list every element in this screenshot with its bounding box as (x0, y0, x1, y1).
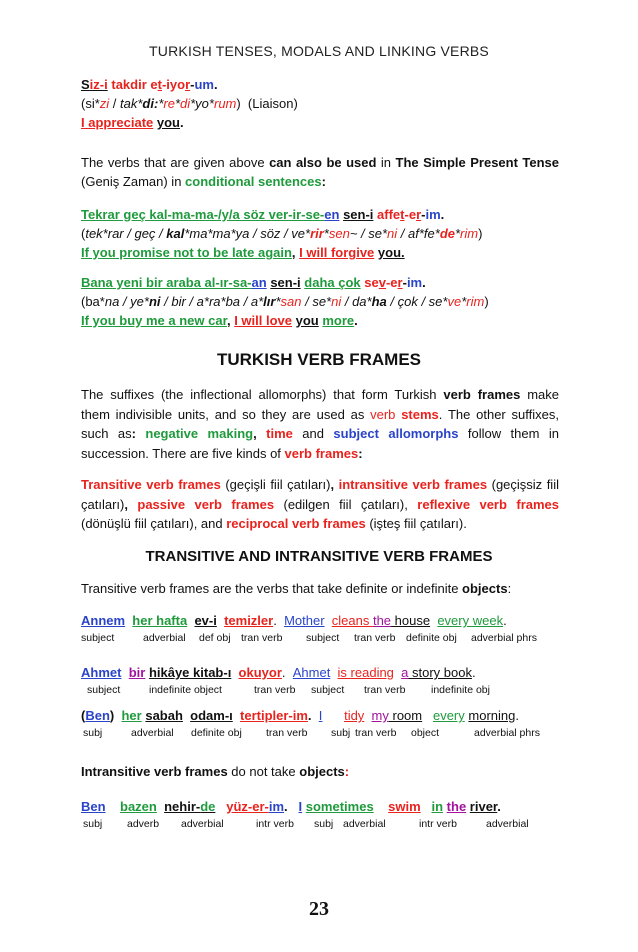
label: intr verb (419, 818, 457, 830)
label: subject (81, 632, 115, 644)
label: adverbial (181, 818, 224, 830)
label: tran verb (241, 632, 283, 644)
sentence-4-text: Ben bazen nehir-de yüz-er-im. I sometimes swim in the river. (81, 799, 501, 814)
label: tran verb (254, 684, 296, 696)
label: tran verb (355, 727, 397, 739)
label: def obj (199, 632, 231, 644)
sentence-1-text: Annem her hafta ev-i temizler. Mother cleans the house every week. (81, 613, 507, 628)
label: tran verb (354, 632, 396, 644)
example-1-turkish: Siz-i takdir et-iyor-um. (81, 77, 218, 92)
label: tran verb (364, 684, 406, 696)
label: object (411, 727, 440, 739)
example-2-translation: If you promise not to be late again, I will forgive you. (81, 245, 405, 260)
label: adverbial (343, 818, 386, 830)
sentence-1 (81, 611, 559, 630)
label: subj (331, 727, 351, 739)
example-3-translation: If you buy me a new car, I will love you more. (81, 313, 358, 328)
paragraph-verb-frames: The suffixes (the inflectional allomorphs) that form Turkish verb frames make them indivisible units, and so they are used as verb stems. The other suffixes, such as: negative making, time and subject allomorphs follow them in succession. There are five kinds of verb frames: (81, 387, 559, 461)
sentence-4 (81, 797, 559, 816)
page-number: 23 (309, 898, 329, 920)
example-3-pronunciation: (ba*na / ye*ni / bir / a*ra*ba / a*lır*san / se*ni / da*ha / çok / se*ve*rim) (81, 294, 489, 309)
heading-transitive-intransitive: TRANSITIVE AND INTRANSITIVE VERB FRAMES (145, 548, 493, 565)
paragraph-intransitive-definition: Intransitive verb frames do not take objects: (81, 764, 350, 779)
label: indefinite obj (431, 684, 490, 696)
label: subj (83, 727, 103, 739)
sentence-2-text: Ahmet bir hikâye kitab-ı okuyor. Ahmet is reading a story book. (81, 665, 476, 680)
label: definite obj (191, 727, 242, 739)
paragraph-simple-present: The verbs that are given above can also be used in The Simple Present Tense (Geniş Zaman) in conditional sentences: (81, 155, 560, 189)
label: adverb (127, 818, 160, 830)
example-2 (81, 205, 559, 262)
label: subject (311, 684, 345, 696)
label: definite obj (406, 632, 457, 644)
heading-turkish-verb-frames: TURKISH VERB FRAMES (216, 350, 421, 369)
example-1-pronunciation: (si*zi / tak*di:*re*di*yo*rum) (Liaison) (81, 96, 298, 111)
label: adverbial phrs (471, 632, 537, 644)
label: adverbial phrs (474, 727, 540, 739)
sentence-3 (81, 706, 559, 725)
example-1-translation: I appreciate you. (81, 115, 184, 130)
example-3-turkish: Bana yeni bir araba al-ır-sa-an sen-i daha çok sev-er-im. (81, 275, 426, 290)
sentence-2 (81, 663, 559, 682)
label: adverbial (131, 727, 174, 739)
example-2-pronunciation: (tek*rar / geç / kal*ma*ma*ya / söz / ve*rir*sen~ / se*ni / af*fe*de*rim) (81, 226, 483, 241)
paragraph-frame-kinds: Transitive verb frames (geçişli fiil çatıları), intransitive verb frames (geçişsiz fiil çatıları), passive verb frames (edilgen fiil çatıları), reflexive verb frames (dönüşlü fiil çatıları), and reciprocal verb frames (işteş fiil çatıları). (81, 477, 559, 531)
label: adverbial (143, 632, 186, 644)
sentence-3-text: (Ben) her sabah odam-ı tertipler-im. I tidy my room every morning. (81, 708, 519, 723)
label: intr verb (256, 818, 294, 830)
example-3 (81, 273, 559, 330)
paragraph-transitive-definition: Transitive verb frames are the verbs that take definite or indefinite objects: (81, 581, 512, 596)
label: subj (314, 818, 334, 830)
example-2-turkish: Tekrar geç kal-ma-ma-/y/a söz ver-ir-se-en sen-i affet-er-im. (81, 207, 445, 222)
label: adverbial (486, 818, 529, 830)
running-header: TURKISH TENSES, MODALS AND LINKING VERBS (149, 43, 489, 59)
label: tran verb (266, 727, 308, 739)
label: subject (87, 684, 121, 696)
label: subj (83, 818, 103, 830)
example-1 (81, 75, 559, 132)
label: indefinite object (149, 684, 222, 696)
label: subject (306, 632, 340, 644)
